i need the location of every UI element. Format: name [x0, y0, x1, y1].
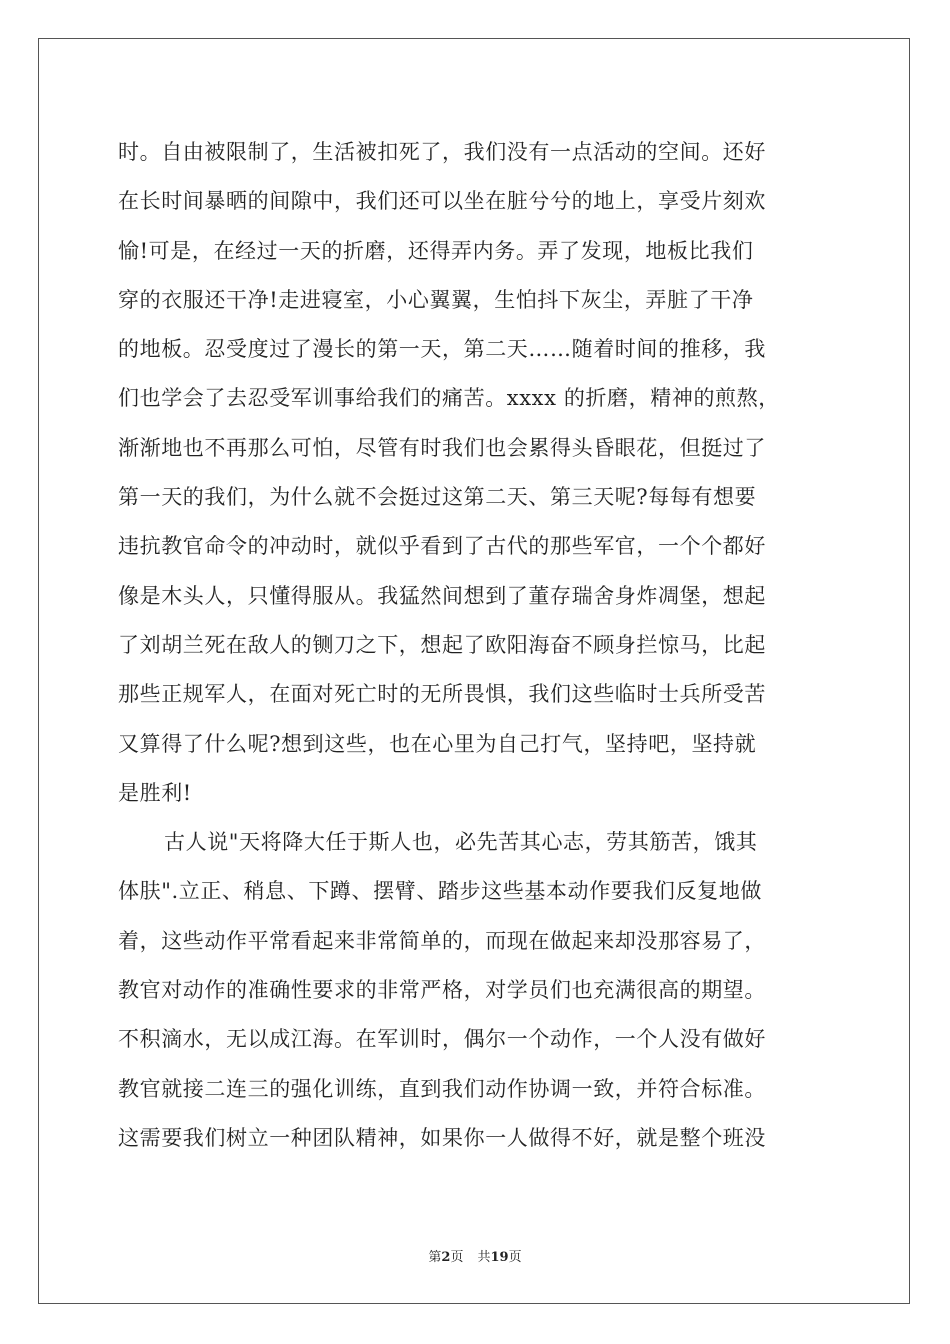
text-line: 是胜利! [118, 780, 192, 805]
page-suffix: 页 [450, 1250, 464, 1265]
text-line: 的地板。忍受度过了漫长的第一天，第二天……随着时间的推移，我 [118, 337, 766, 362]
page-number: 2 [441, 1250, 451, 1265]
total-suffix: 页 [508, 1250, 522, 1265]
text-line: 第一天的我们，为什么就不会挺过这第二天、第三天呢?每每有想要 [118, 485, 757, 510]
text-line: 们也学会了去忍受军训事给我们的痛苦。xxxx 的折磨，精神的煎熬， [118, 386, 780, 411]
text-line: 那些正规军人，在面对死亡时的无所畏惧，我们这些临时士兵所受苦 [118, 682, 766, 707]
text-line: 穿的衣服还干净!走进寝室，小心翼翼，生怕抖下灰尘，弄脏了干净 [118, 287, 754, 312]
text-line: 时。自由被限制了，生活被扣死了，我们没有一点活动的空间。还好 [118, 140, 766, 164]
text-line: 愉!可是，在经过一天的折磨，还得弄内务。弄了发现，地板比我们 [118, 238, 754, 263]
text-line: 在长时间暴晒的间隙中，我们还可以坐在脏兮兮的地上，享受片刻欢 [118, 189, 766, 214]
document-body [118, 128, 838, 1163]
text-line: 了刘胡兰死在敌人的铡刀之下，想起了欧阳海奋不顾身拦惊马，比起 [118, 632, 766, 657]
text-line: 教官对动作的准确性要求的非常严格，对学员们也充满很高的期望。 [118, 978, 766, 1003]
text-line: 教官就接二连三的强化训练，直到我们动作协调一致，并符合标准。 [118, 1076, 766, 1101]
text-line: 体肤".立正、稍息、下蹲、摆臂、踏步这些基本动作要我们反复地做 [118, 879, 762, 904]
text-line: 着，这些动作平常看起来非常简单的，而现在做起来却没那容易了， [118, 928, 766, 953]
text-line: 又算得了什么呢?想到这些，也在心里为自己打气，坚持吧，坚持就 [118, 731, 757, 756]
page-prefix: 第 [428, 1250, 442, 1265]
text-line: 这需要我们树立一种团队精神，如果你一人做得不好，就是整个班没 [118, 1125, 766, 1150]
paragraph-start-line: 古人说"天将降大任于斯人也，必先苦其心志，劳其筋苦，饿其 [164, 830, 758, 855]
total-pages: 19 [490, 1250, 509, 1265]
total-prefix: 共 [477, 1250, 491, 1265]
text-line: 像是木头人，只懂得服从。我猛然间想到了董存瑞舍身炸凋堡，想起 [118, 583, 766, 608]
page-footer [0, 1246, 950, 1265]
text-line: 不积滴水，无以成江海。在军训时，偶尔一个动作，一个人没有做好 [118, 1027, 766, 1052]
text-line: 渐渐地也不再那么可怕，尽管有时我们也会累得头昏眼花，但挺过了 [118, 435, 766, 460]
text-line: 违抗教官命令的冲动时，就似乎看到了古代的那些军官，一个个都好 [118, 534, 766, 559]
